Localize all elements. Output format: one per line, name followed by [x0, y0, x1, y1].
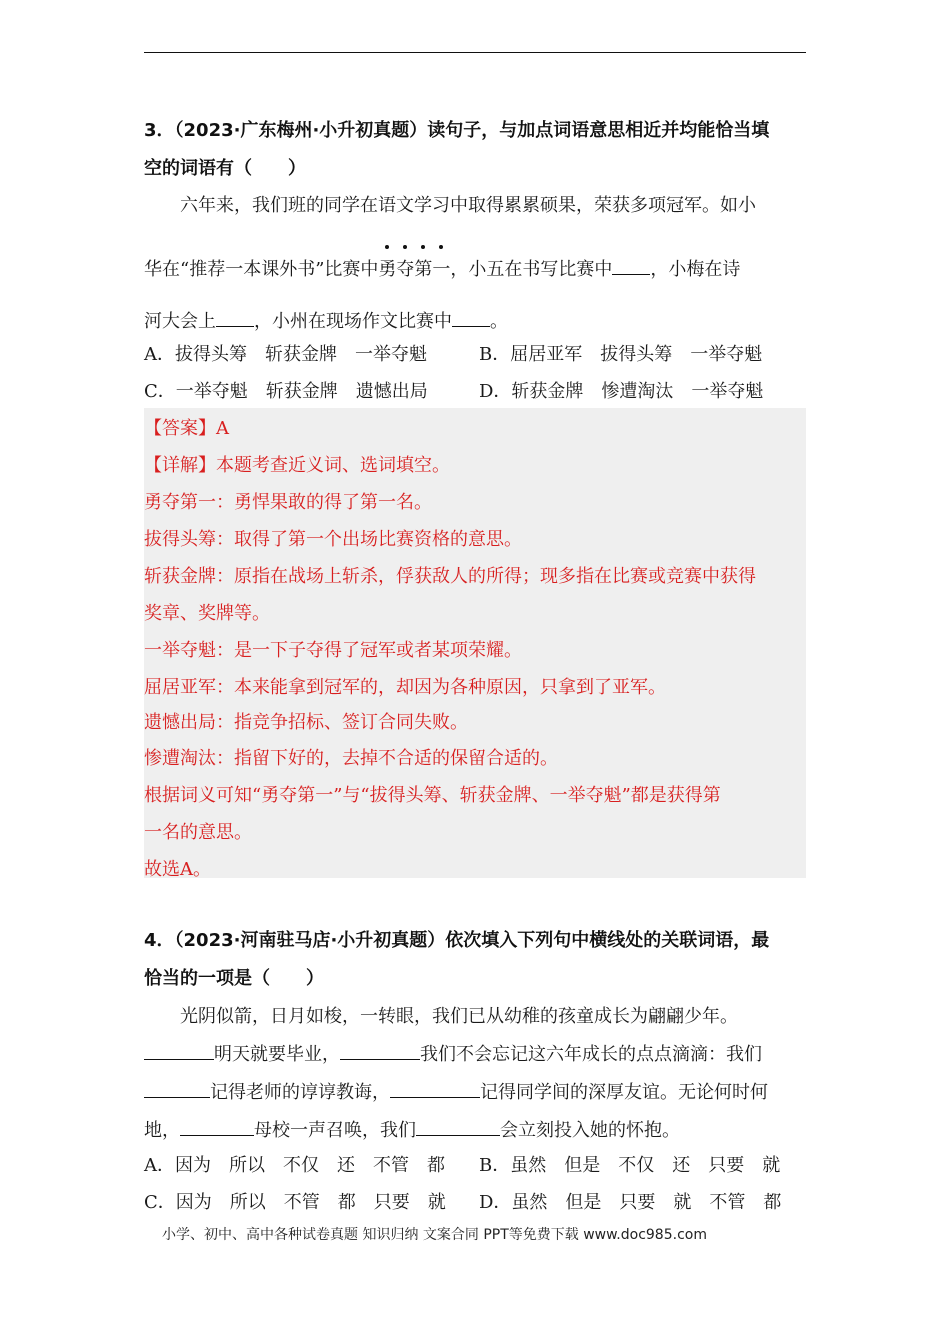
- fill-blank: [216, 310, 254, 327]
- emphasis-dot: [439, 245, 443, 249]
- dotted-phrase: [378, 258, 450, 282]
- q4-passage-line2-end: 我们不会忘记这六年成长的点点滴滴：我们: [420, 1044, 762, 1065]
- q3-option-b: B．屈居亚军 拔得头筹 一举夺魁: [479, 344, 763, 365]
- q4-title-line1: 4．（2023·河南驻马店·小升初真题）依次填入下列句中横线处的关联词语，最: [144, 930, 770, 951]
- fill-blank: [144, 1081, 210, 1098]
- q3-passage-line2-mid: ，小五在书写比赛中: [450, 259, 613, 280]
- q4-passage-line4: [144, 1119, 806, 1143]
- explanation-line: 故选A。: [144, 859, 211, 880]
- q3-options-row2: [144, 380, 806, 404]
- q3-title-line1: 3．（2023·广东梅州·小升初真题）读句子，与加点词语意思相近并均能恰当填: [144, 120, 770, 141]
- explanation-line: 拔得头筹：取得了第一个出场比赛资格的意思。: [144, 529, 522, 550]
- q4-passage-line4-mid: 母校一声召唤，我们: [254, 1120, 416, 1141]
- dotted-phrase-text: 勇夺第一: [378, 259, 451, 280]
- fill-blank: [452, 310, 490, 327]
- explanation-line: 屈居亚军：本来能拿到冠军的，却因为各种原因，只拿到了亚军。: [144, 677, 666, 698]
- q4-passage-line4-end: 会立刻投入她的怀抱。: [500, 1120, 680, 1141]
- q3-passage-line2-end: ，小梅在诗: [650, 259, 741, 280]
- q3-title-line2: 空的词语有（ ）: [144, 158, 306, 179]
- q4-passage-line2-mid: 明天就要毕业，: [214, 1044, 340, 1065]
- q3-option-a: A．拔得头筹 斩获金牌 一举夺魁: [144, 344, 427, 365]
- q4-passage-line1: 光阴似箭，日月如梭，一转眼，我们已从幼稚的孩童成长为翩翩少年。: [180, 1006, 738, 1027]
- header-rule: [144, 52, 806, 53]
- q3-option-c: C．一举夺魁 斩获金牌 遗憾出局: [144, 381, 428, 402]
- fill-blank: [340, 1043, 420, 1060]
- q4-title-line2: 恰当的一项是（ ）: [144, 968, 324, 989]
- fill-blank: [612, 258, 650, 275]
- explanation-line: 勇夺第一：勇悍果敢的得了第一名。: [144, 492, 432, 513]
- explanation-line: 【详解】本题考查近义词、选词填空。: [144, 455, 450, 476]
- q3-passage-line1: 六年来，我们班的同学在语文学习中取得累累硕果，荣获多项冠军。如小: [180, 195, 756, 216]
- page-footer: 小学、初中、高中各种试卷真题 知识归纳 文案合同 PPT等免费下载 www.doc985.com: [162, 1227, 707, 1243]
- q3-options-row1: [144, 343, 806, 367]
- q4-option-a: A．因为 所以 不仅 还 不管 都: [144, 1155, 445, 1176]
- explanation-line: 根据词义可知“勇夺第一”与“拔得头筹、斩获金牌、一举夺魁”都是获得第: [144, 785, 721, 806]
- fill-blank: [180, 1119, 254, 1136]
- emphasis-dot: [403, 245, 407, 249]
- q4-passage-line2: [144, 1043, 806, 1067]
- q4-option-c: C．因为 所以 不管 都 只要 就: [144, 1192, 446, 1213]
- q3-passage-line2-start: 华在“推荐一本课外书”比赛中: [144, 259, 379, 280]
- explanation-line: 惨遭淘汰：指留下好的，去掉不合适的保留合适的。: [144, 748, 558, 769]
- q4-passage-line4-start: 地，: [144, 1120, 180, 1141]
- explanation-line: 斩获金牌：原指在战场上斩杀，俘获敌人的所得；现多指在比赛或竞赛中获得: [144, 566, 756, 587]
- emphasis-dot: [385, 245, 389, 249]
- explanation-line: 奖章、奖牌等。: [144, 603, 270, 624]
- q3-passage-line3: [144, 310, 806, 334]
- q4-options-row1: [144, 1154, 806, 1178]
- emphasis-dot: [421, 245, 425, 249]
- q4-option-d: D．虽然 但是 只要 就 不管 都: [479, 1192, 782, 1213]
- q4-passage-line3-mid: 记得老师的谆谆教诲，: [210, 1082, 390, 1103]
- q3-option-d: D．斩获金牌 惨遭淘汰 一举夺魁: [479, 381, 764, 402]
- q3-passage-line3-mid: ，小州在现场作文比赛中: [254, 311, 452, 332]
- q4-passage-line3: [144, 1081, 806, 1105]
- answer-line: 【答案】A: [144, 418, 229, 439]
- explanation-line: 一名的意思。: [144, 822, 252, 843]
- fill-blank: [390, 1081, 480, 1098]
- q3-passage-line3-end: 。: [490, 311, 508, 332]
- explanation-line: 遗憾出局：指竞争招标、签订合同失败。: [144, 712, 468, 733]
- q4-passage-line3-end: 记得同学间的深厚友谊。无论何时何: [480, 1082, 768, 1103]
- q4-options-row2: [144, 1191, 806, 1215]
- q3-passage-line3-start: 河大会上: [144, 311, 216, 332]
- fill-blank: [144, 1043, 214, 1060]
- explanation-line: 一举夺魁：是一下子夺得了冠军或者某项荣耀。: [144, 640, 522, 661]
- q3-passage-line2: [144, 258, 806, 282]
- q4-option-b: B．虽然 但是 不仅 还 只要 就: [479, 1155, 781, 1176]
- fill-blank: [416, 1119, 500, 1136]
